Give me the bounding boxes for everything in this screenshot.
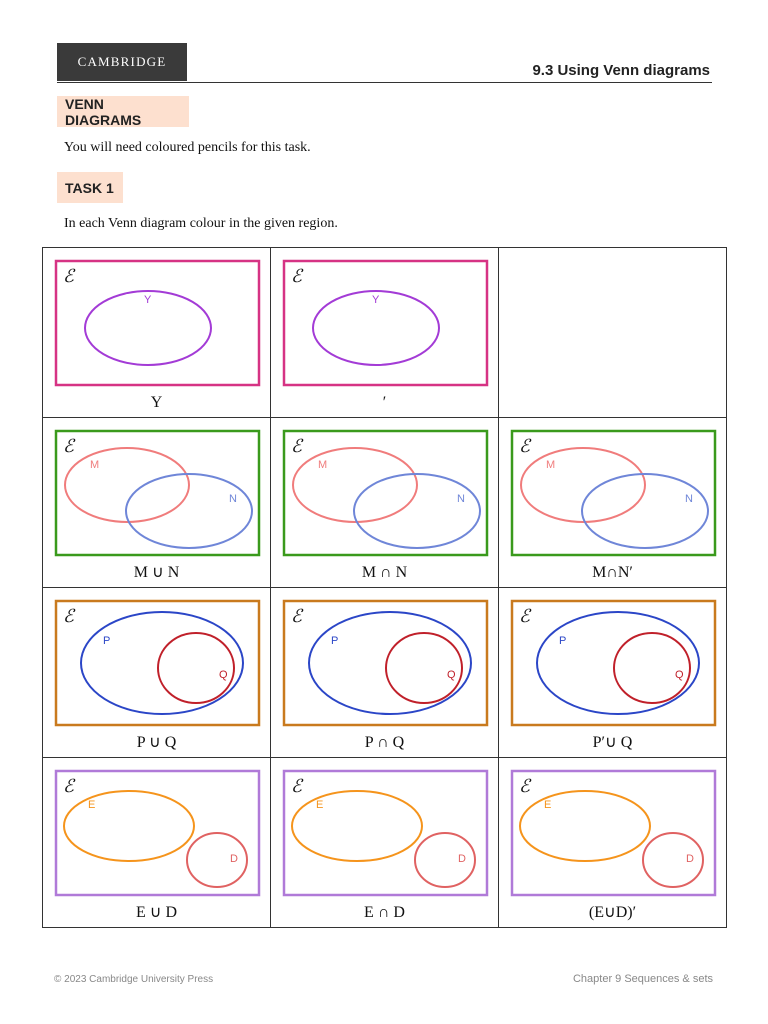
venn-diagrams-heading: VENN DIAGRAMS xyxy=(57,96,189,127)
venn-diagram xyxy=(43,758,270,908)
region-caption: M∩N′ xyxy=(592,564,633,581)
footer-chapter: Chapter 9 Sequences & sets xyxy=(572,973,713,985)
universal-set-symbol: ℰ xyxy=(291,776,302,796)
region-caption: P ∪ Q xyxy=(136,734,177,751)
region-caption: P ∩ Q xyxy=(364,734,405,751)
set-q-circle xyxy=(158,633,234,703)
venn-cell xyxy=(499,588,727,758)
task-1-heading: TASK 1 xyxy=(57,172,123,203)
set-q-circle xyxy=(614,633,690,703)
region-caption: M ∩ N xyxy=(361,564,408,581)
set-p-label: P xyxy=(331,635,339,647)
universal-set-symbol: ℰ xyxy=(63,266,74,286)
venn-cell xyxy=(271,248,499,418)
universal-set-frame xyxy=(284,771,487,895)
venn-cell xyxy=(43,588,271,758)
set-p-ellipse xyxy=(537,612,699,714)
set-e-ellipse xyxy=(64,791,194,861)
set-d-label: D xyxy=(458,853,466,865)
cambridge-logo xyxy=(57,43,187,81)
universal-set-symbol: ℰ xyxy=(291,606,302,626)
region-caption: ′ xyxy=(382,394,387,411)
region-caption: E ∩ D xyxy=(364,904,405,921)
venn-diagram xyxy=(271,418,498,568)
instruction-paragraph: In each Venn diagram colour in the given region. xyxy=(64,216,338,231)
universal-set-symbol: ℰ xyxy=(519,776,530,796)
set-p-label: P xyxy=(103,635,111,647)
set-e-label: E xyxy=(316,799,324,811)
set-d-label: D xyxy=(230,853,238,865)
set-y-label: Y xyxy=(144,294,152,306)
venn-cell xyxy=(271,418,499,588)
venn-diagram xyxy=(271,248,498,398)
venn-cell xyxy=(271,758,499,928)
set-q-circle xyxy=(386,633,462,703)
set-q-label: Q xyxy=(219,669,228,681)
set-d-circle xyxy=(643,833,703,887)
venn-cell xyxy=(499,248,727,418)
header-rule xyxy=(57,82,712,83)
footer-copyright: © 2023 Cambridge University Press xyxy=(54,974,214,985)
universal-set-frame xyxy=(56,771,259,895)
region-caption: E ∪ D xyxy=(135,904,178,921)
section-title: 9.3 Using Venn diagrams xyxy=(532,62,710,79)
venn-diagram xyxy=(43,418,270,568)
set-d-circle xyxy=(187,833,247,887)
venn-cell xyxy=(499,758,727,928)
venn-cell xyxy=(271,588,499,758)
venn-diagram xyxy=(499,758,726,908)
set-d-circle xyxy=(415,833,475,887)
set-n-label: N xyxy=(457,493,465,505)
set-q-label: Q xyxy=(447,669,456,681)
universal-set-symbol: ℰ xyxy=(519,606,530,626)
venn-diagram xyxy=(43,588,270,738)
set-n-label: N xyxy=(229,493,237,505)
set-p-label: P xyxy=(559,635,567,647)
set-d-label: D xyxy=(686,853,694,865)
venn-diagram xyxy=(271,588,498,738)
intro-paragraph: You will need coloured pencils for this task. xyxy=(64,140,311,155)
universal-set-symbol: ℰ xyxy=(291,266,302,286)
venn-cell xyxy=(43,758,271,928)
set-m-label: M xyxy=(546,459,556,471)
set-p-ellipse xyxy=(309,612,471,714)
set-e-ellipse xyxy=(520,791,650,861)
set-e-label: E xyxy=(88,799,96,811)
venn-diagram xyxy=(271,758,498,908)
logo-text: CAMBRIDGE xyxy=(77,54,167,69)
region-caption: M ∪ N xyxy=(133,564,180,581)
universal-set-symbol: ℰ xyxy=(63,606,74,626)
venn-cell xyxy=(43,418,271,588)
set-y-label: Y xyxy=(372,294,380,306)
universal-set-symbol: ℰ xyxy=(519,436,530,456)
set-m-label: M xyxy=(90,459,100,471)
set-q-label: Q xyxy=(675,669,684,681)
set-m-label: M xyxy=(318,459,328,471)
universal-set-frame xyxy=(512,771,715,895)
universal-set-symbol: ℰ xyxy=(291,436,302,456)
venn-cell xyxy=(499,418,727,588)
venn-diagram xyxy=(43,248,270,398)
region-caption: (E∪D)′ xyxy=(588,904,637,921)
region-caption: Y xyxy=(150,394,163,411)
venn-diagram xyxy=(499,418,726,568)
venn-cell xyxy=(43,248,271,418)
region-caption: P′∪ Q xyxy=(592,734,633,751)
set-e-ellipse xyxy=(292,791,422,861)
set-e-label: E xyxy=(544,799,552,811)
venn-diagram xyxy=(499,588,726,738)
universal-set-symbol: ℰ xyxy=(63,436,74,456)
venn-grid xyxy=(42,247,727,928)
universal-set-symbol: ℰ xyxy=(63,776,74,796)
set-n-label: N xyxy=(685,493,693,505)
set-p-ellipse xyxy=(81,612,243,714)
